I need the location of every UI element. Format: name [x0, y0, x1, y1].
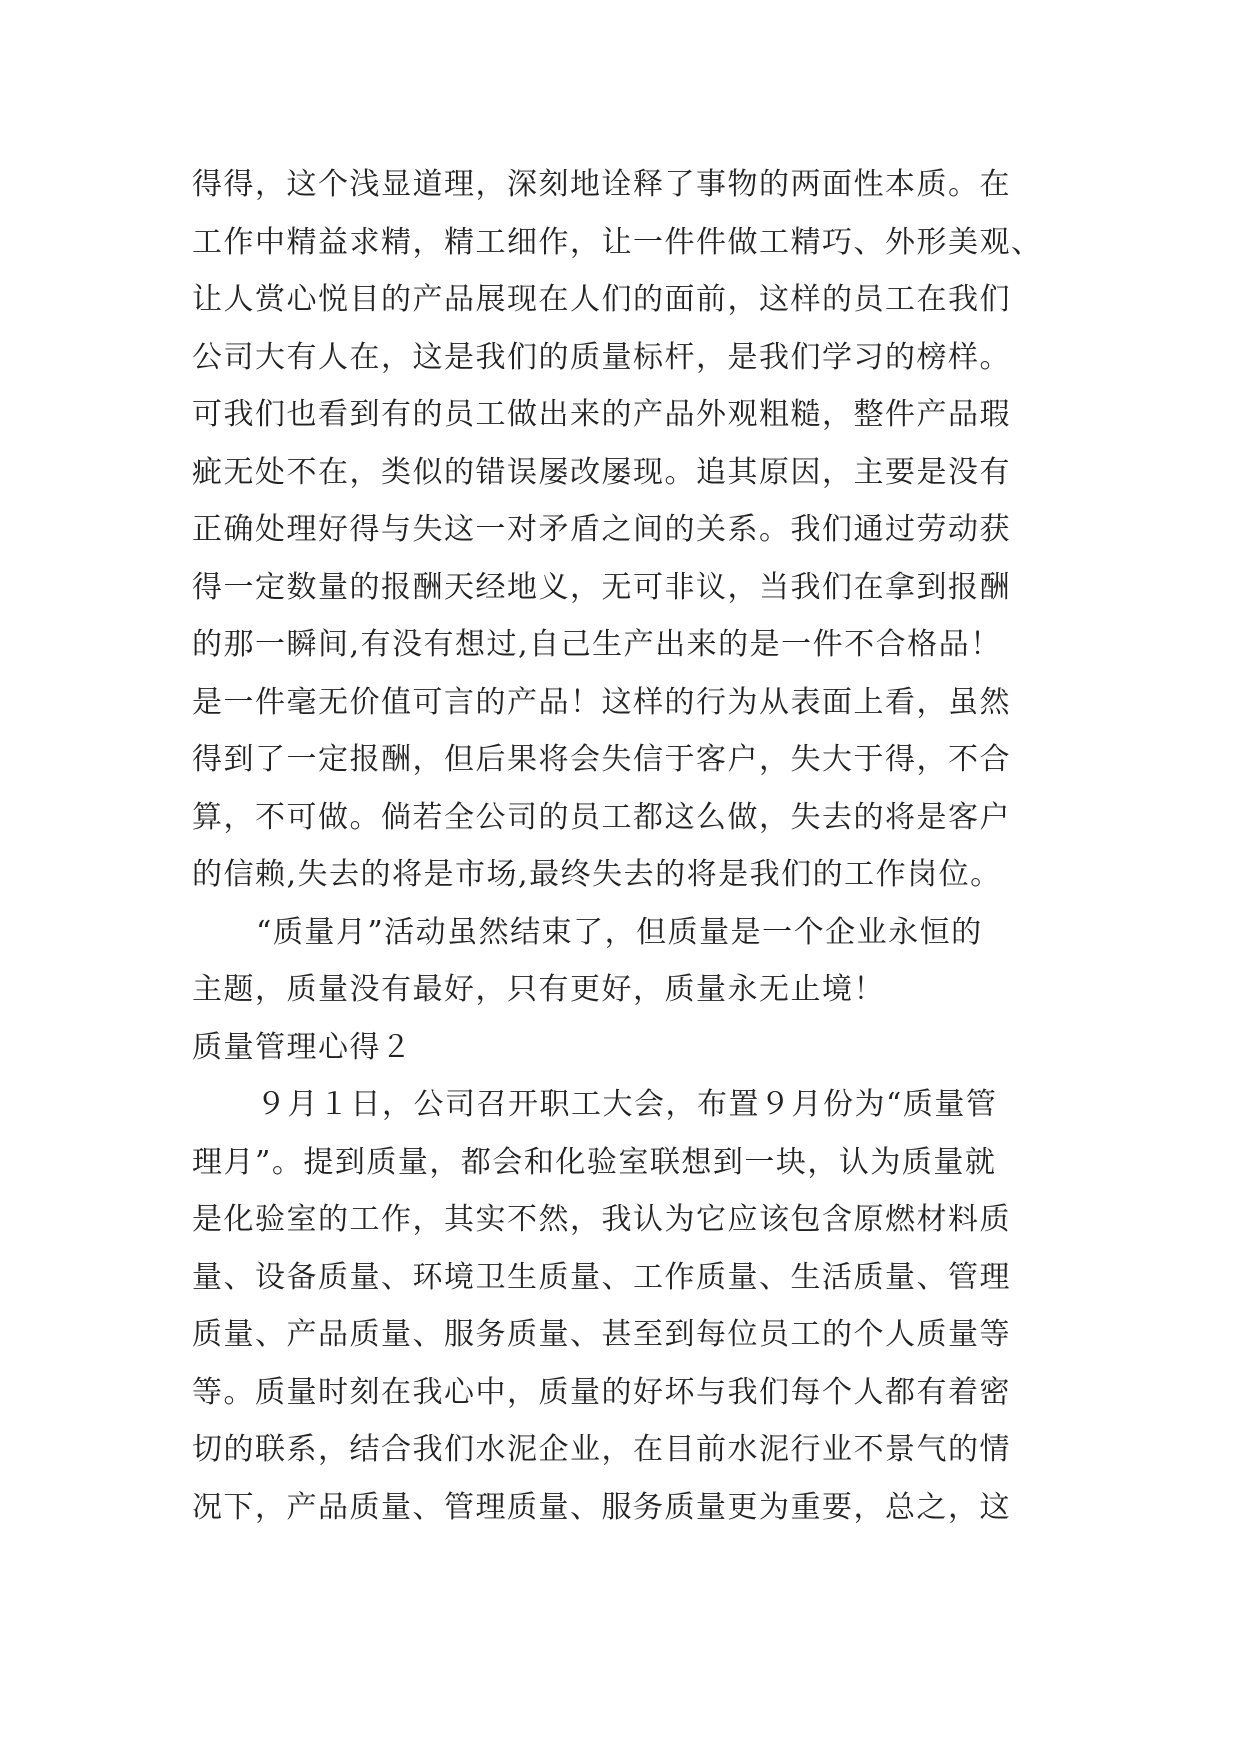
- text-line: 理月”。提到质量，都会和化验室联想到一块，认为质量就: [192, 1144, 997, 1180]
- text-line: 得一定数量的报酬天经地义，无可非议，当我们在拿到报酬: [192, 569, 1011, 605]
- text-line: 工作中精益求精，精工细作，让一件件做工精巧、外形美观、: [192, 224, 1043, 260]
- text-line: 算，不可做。倘若全公司的员工都这么做，失去的将是客户: [192, 799, 1011, 835]
- text-line: 况下，产品质量、管理质量、服务质量更为重要，总之，这: [192, 1489, 1011, 1525]
- text-line: 质量、产品质量、服务质量、甚至到每位员工的个人质量等: [192, 1317, 1011, 1352]
- text-line: 的信赖,失去的将是市场,最终失去的将是我们的工作岗位。: [192, 857, 1002, 892]
- text-line: 可我们也看到有的员工做出来的产品外观粗糙，整件产品瑕: [192, 397, 1011, 432]
- paragraph-first-line: “质量月”活动虽然结束了，但质量是一个企业永恒的: [256, 914, 983, 950]
- section-heading: 质量管理心得２: [192, 1029, 413, 1065]
- text-line: 正确处理好得与失这一对矛盾之间的关系。我们通过劳动获: [192, 512, 1011, 547]
- text-line: 是一件毫无价值可言的产品！这样的行为从表面上看，虽然: [192, 684, 1011, 720]
- text-line: 公司大有人在，这是我们的质量标杆，是我们学习的榜样。: [192, 339, 1011, 375]
- text-line: 的那一瞬间,有没有想过,自己生产出来的是一件不合格品！: [192, 627, 1002, 662]
- text-line: 切的联系，结合我们水泥企业，在目前水泥行业不景气的情: [192, 1432, 1011, 1467]
- text-line: 量、设备质量、环境卫生质量、工作质量、生活质量、管理: [192, 1259, 1011, 1295]
- text-line: 得到了一定报酬，但后果将会失信于客户，失大于得，不合: [192, 742, 1011, 777]
- body-text: [192, 156, 1072, 1536]
- text-line: 得得，这个浅显道理，深刻地诠释了事物的两面性本质。在: [192, 167, 1011, 202]
- text-line: 等。质量时刻在我心中，质量的好坏与我们每个人都有着密: [192, 1374, 1011, 1410]
- text-line: 疵无处不在，类似的错误屡改屡现。追其原因，主要是没有: [192, 454, 1011, 490]
- text-line: 主题，质量没有最好，只有更好，质量永无止境！: [192, 972, 885, 1007]
- paragraph-first-line: ９月１日，公司召开职工大会，布置９月份为“质量管: [256, 1087, 998, 1122]
- text-line: 让人赏心悦目的产品展现在人们的面前，这样的员工在我们: [192, 282, 1011, 317]
- text-line: 是化验室的工作，其实不然，我认为它应该包含原燃材料质: [192, 1202, 1011, 1237]
